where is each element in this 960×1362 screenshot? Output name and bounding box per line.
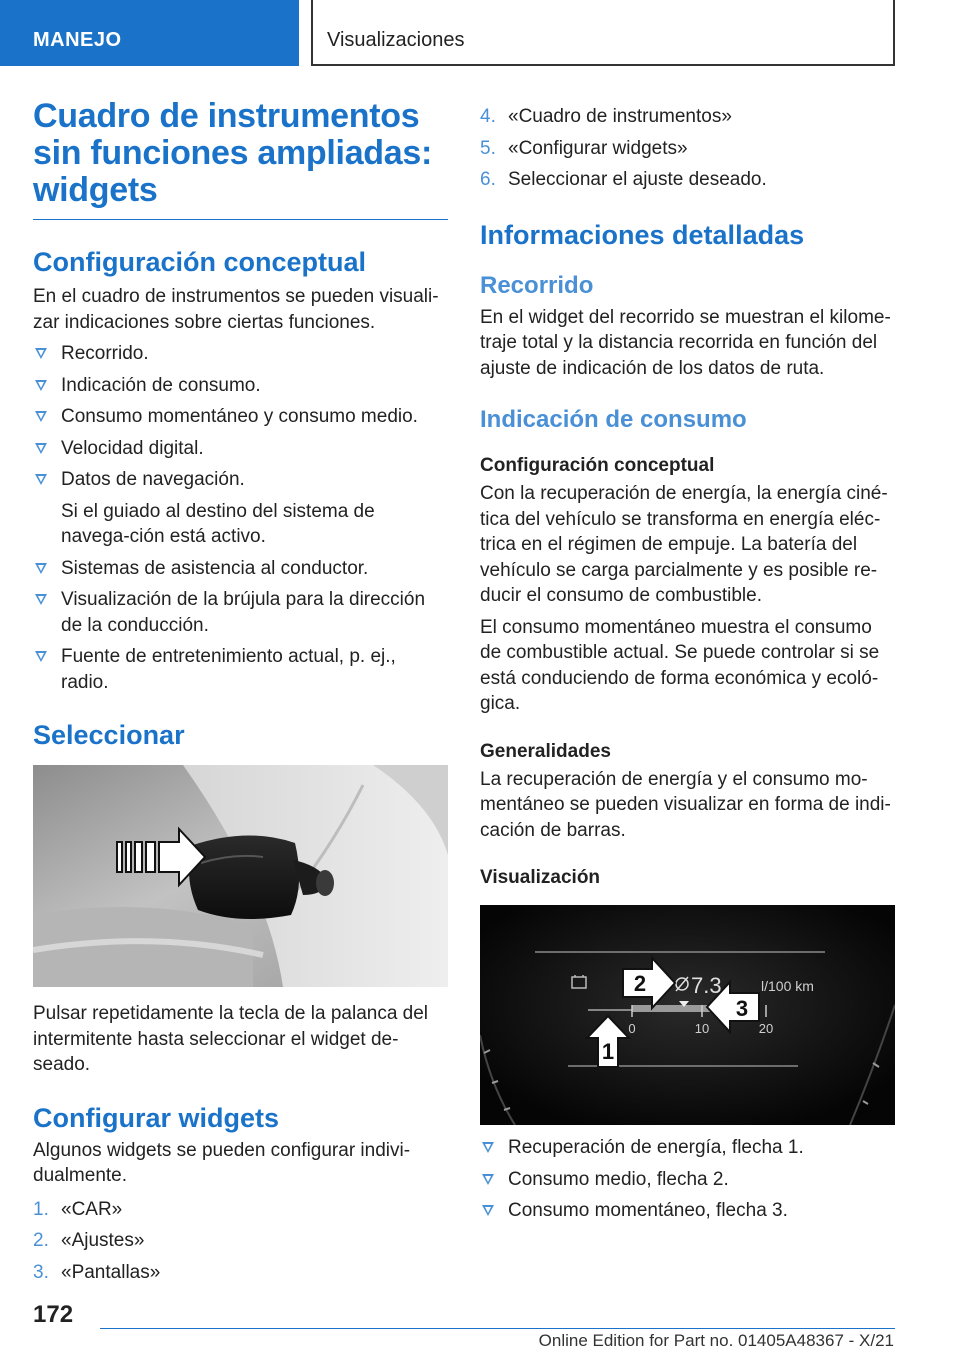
trip-text: En el widget del recorrido se muestran el kilome‐traje total y la distancia recorrida en función del ajuste de indicación de los datos de ruta. [480,306,891,379]
consumption-concept-p1: Con la recuperación de energía, la energía ciné‐tica del vehículo se transforma en energía eléc‐trica en el régimen de empuje. La batería del vehículo se carga parcialmente y es posible re‐ducir el consumo de combustible. [480,483,888,606]
list-item: Consumo medio, flecha 2. [480,1167,895,1193]
scale-tick-10: 10 [694,1021,710,1036]
triangle-bullet-icon [35,411,47,422]
consumption-value: 7.3 [691,973,722,998]
list-item: Velocidad digital. [33,436,448,462]
configure-steps-part2 [480,104,895,193]
section-label: MANEJO [33,29,122,51]
select-heading: Seleccionar [33,720,185,750]
list-item: Visualización de la brújula para la dirección de la conducción. [33,587,448,638]
footer-divider [100,1328,895,1329]
list-item: Sistemas de asistencia al conductor. [33,556,448,582]
callout-label-2: 2 [633,971,647,996]
triangle-bullet-icon [35,348,47,359]
list-item: Consumo momentáneo, flecha 3. [480,1198,895,1224]
triangle-bullet-icon [482,1205,494,1216]
consumption-unit: l/100 km [761,978,814,994]
callout-label-3: 3 [735,996,749,1021]
list-item: Recorrido. [33,341,448,367]
section-tab [0,0,299,66]
step-item: 3. «Pantallas» [33,1261,161,1283]
configure-intro: Algunos widgets se pueden configurar indivi‐dualmente. [33,1139,411,1186]
triangle-bullet-icon [35,563,47,574]
concept-heading: Configuración conceptual [33,247,367,277]
concept-intro: En el cuadro de instrumentos se pueden visuali‐zar indicaciones sobre ciertas funciones. [33,286,439,333]
page-header [0,0,960,66]
consumption-concept-heading: Configuración conceptual [480,455,715,476]
trip-heading: Recorrido [480,271,594,299]
display-heading: Visualización [480,867,601,888]
list-item: Datos de navegación. Si el guiado al destino del sistema de navega‐ción está activo. [33,467,448,550]
chapter-label: Visualizaciones [327,29,465,51]
scale-tick-0: 0 [628,1021,636,1036]
triangle-bullet-icon [35,594,47,605]
triangle-bullet-icon [35,443,47,454]
consumption-display-illustration [480,905,895,1125]
consumption-heading: Indicación de consumo [480,406,747,433]
right-column [480,104,895,1224]
list-item: Consumo momentáneo y consumo medio. [33,404,448,430]
turn-signal-lever-image [33,765,448,987]
page-number: 172 [33,1301,74,1328]
triangle-bullet-icon [482,1142,494,1153]
edition-note: Online Edition for Part no. 01405A48367 - X/21 [538,1331,894,1350]
left-column [33,98,448,1285]
select-text: Pulsar repetidamente la tecla de la palanca del intermitente hasta seleccionar el widget de‐seado. [33,1003,429,1075]
list-item: Recuperación de energía, flecha 1. [480,1135,895,1161]
triangle-bullet-icon [482,1174,494,1185]
general-heading: Generalidades [480,740,611,762]
step-item: 4. «Cuadro de instrumentos» [480,106,732,127]
title-divider [33,219,448,220]
step-item: 6. Seleccionar el ajuste deseado. [480,169,767,190]
triangle-bullet-icon [35,474,47,485]
chapter-tab [311,0,895,66]
page-title: Cuadro de instrumentos sin funciones ampliadas: widgets [33,97,433,209]
triangle-bullet-icon [35,380,47,391]
configure-steps-part1 [33,1197,448,1286]
consumption-concept-p2: El consumo momentáneo muestra el consumo de combustible actual. Se puede controlar si se está conduciendo de forma económica y ecoló‐gica. [480,616,880,714]
triangle-bullet-icon [35,651,47,662]
step-item: 1. «CAR» [33,1198,123,1220]
general-text: La recuperación de energía y el consumo mo‐mentáneo se pueden visualizar en forma de indi‐cación de barras. [480,768,891,841]
scale-tick-20: 20 [758,1021,774,1036]
list-item: Fuente de entretenimiento actual, p. ej., radio. [33,644,448,695]
lever-illustration [33,765,448,987]
feature-list [33,341,448,695]
step-item: 5. «Configurar widgets» [480,137,688,159]
configure-heading: Configurar widgets [33,1102,280,1133]
nav-note: Si el guiado al destino del sistema de navega‐ción está activo. [61,500,375,547]
callout-label-1: 1 [601,1039,615,1064]
details-heading: Informaciones detalladas [480,219,805,250]
instrument-cluster-image [480,905,895,1125]
list-item: Indicación de consumo. [33,373,448,399]
step-item: 2. «Ajustes» [33,1230,145,1251]
display-legend [480,1135,895,1224]
